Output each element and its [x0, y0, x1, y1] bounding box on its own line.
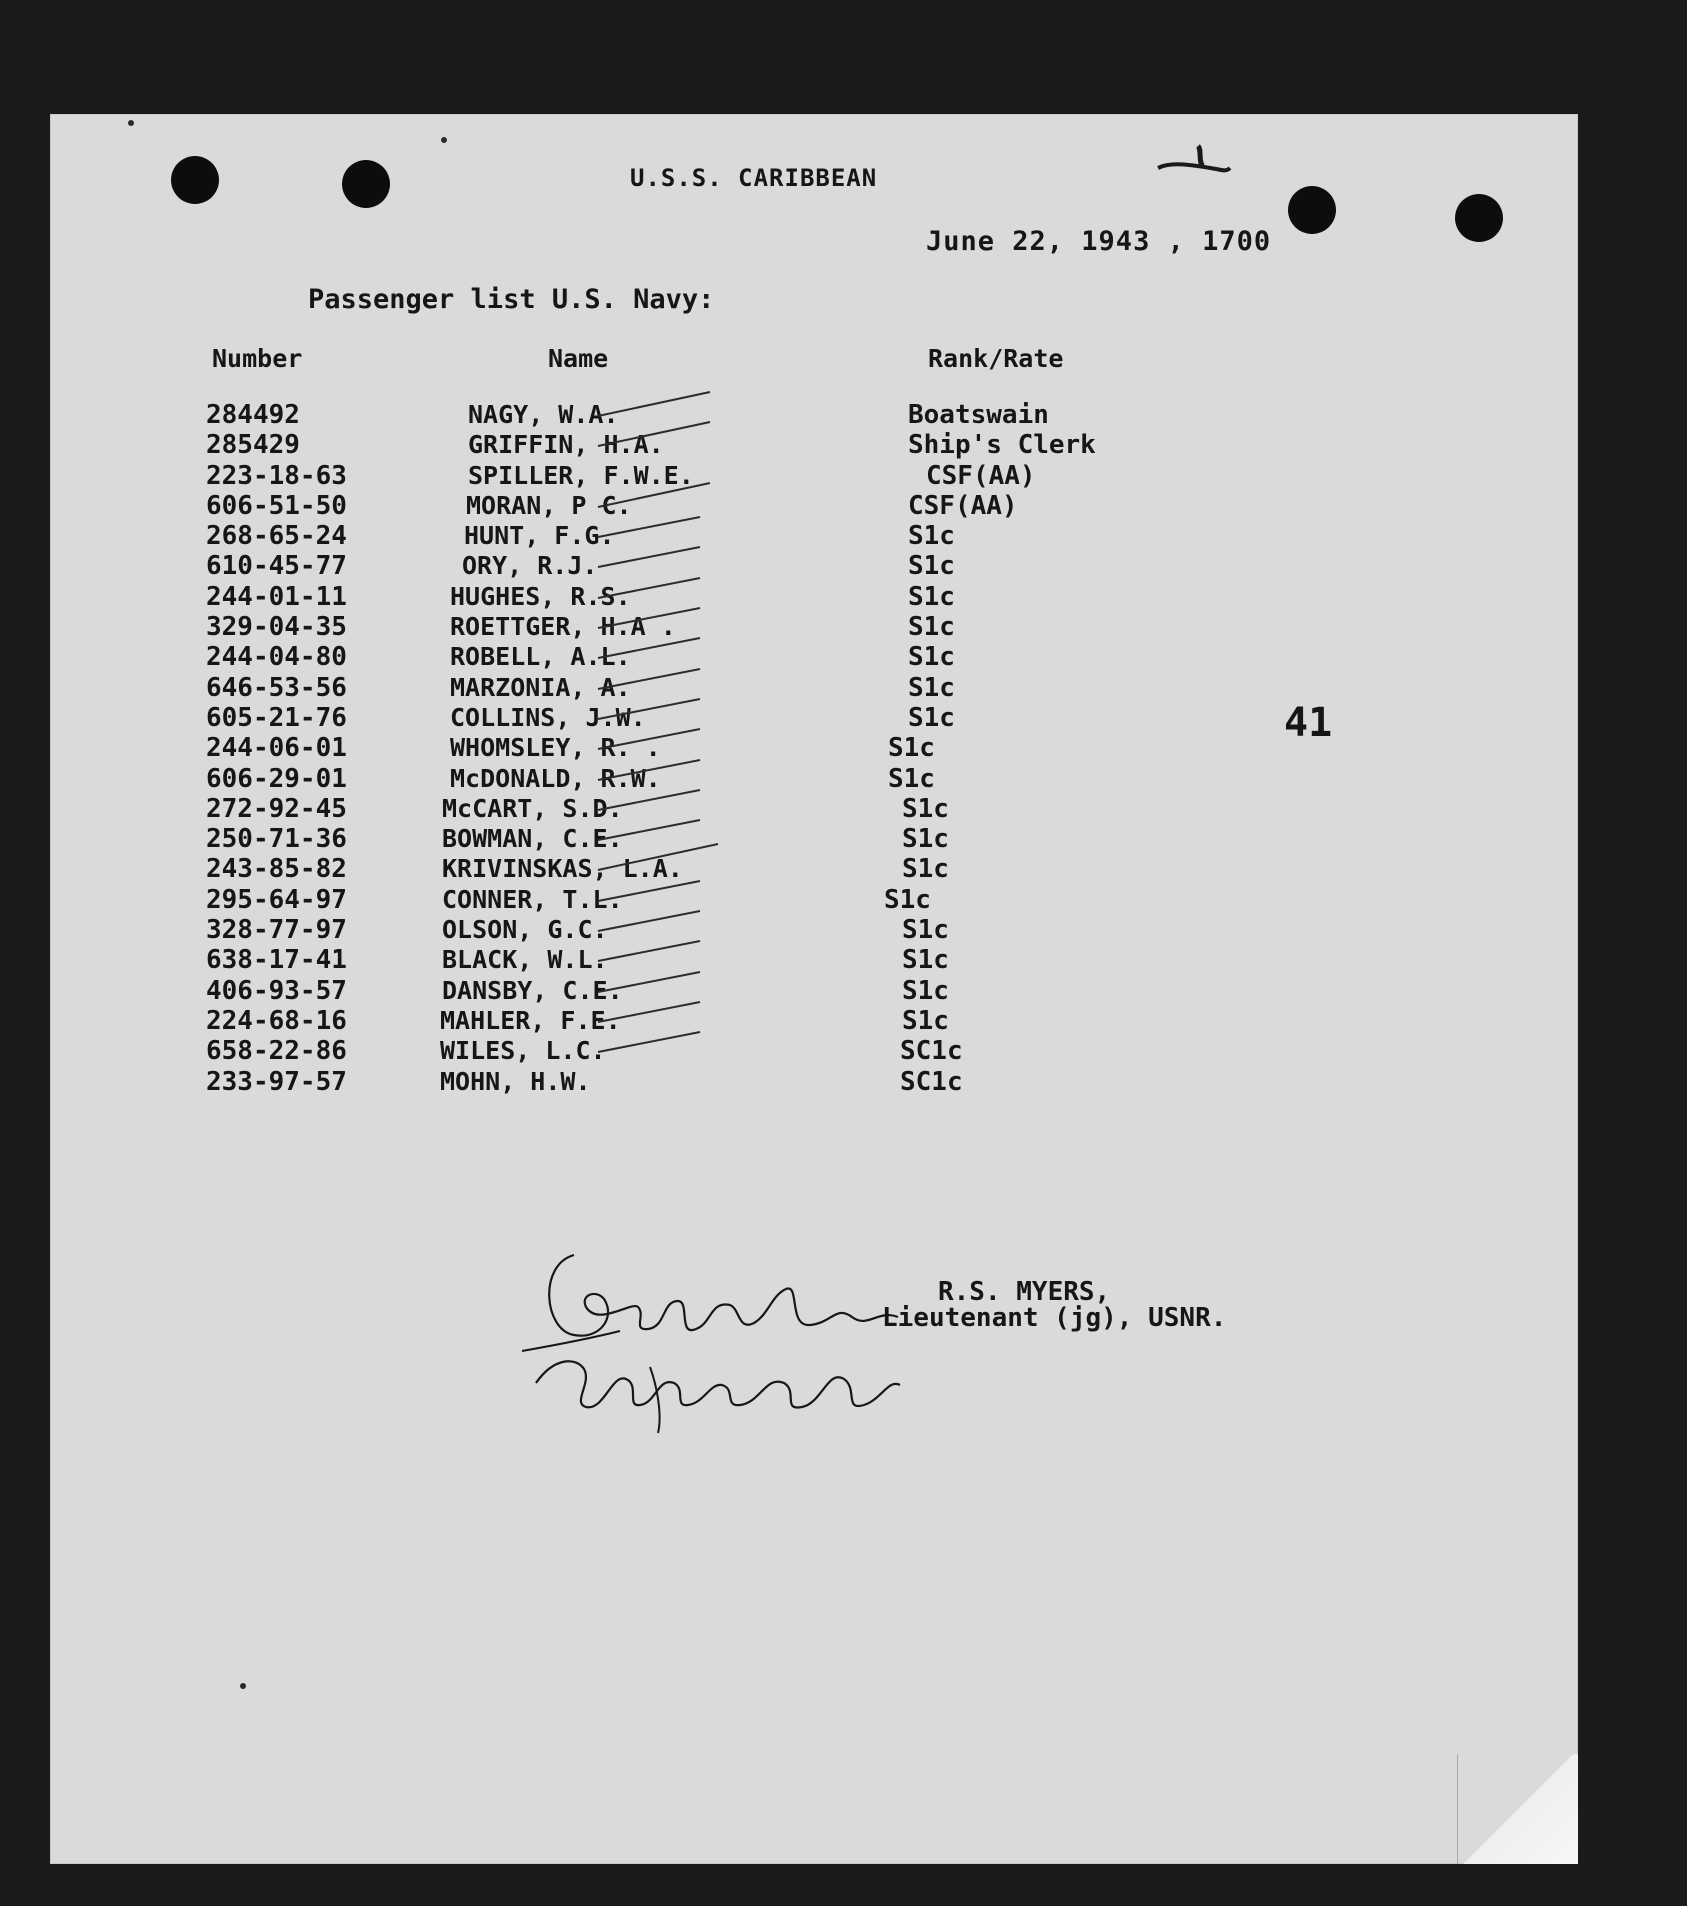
passenger-number: 329-04-35: [206, 612, 347, 643]
table-row: [0, 400, 1687, 430]
passenger-rank: SC1c: [900, 1066, 963, 1097]
table-row: [0, 673, 1687, 703]
signing-officer-name: R.S. MYERS,: [938, 1277, 1111, 1307]
passenger-name: MAHLER, F.E.: [440, 1005, 621, 1035]
signing-officer-title: Lieutenant (jg), USNR.: [882, 1303, 1227, 1333]
passenger-rank: S1c: [908, 612, 955, 643]
passenger-name: COLLINS, J.W.: [450, 702, 646, 732]
passenger-number: 610-45-77: [206, 551, 347, 582]
table-row: [0, 1067, 1687, 1097]
passenger-number: 295-64-97: [206, 884, 347, 915]
document-title: U.S.S. CARIBBEAN: [630, 164, 878, 192]
passenger-list-heading: Passenger list U.S. Navy:: [308, 284, 715, 315]
passenger-number: 658-22-86: [206, 1036, 347, 1067]
page-number: 41: [1284, 700, 1333, 746]
passenger-rank: S1c: [908, 672, 955, 703]
number-column-header: Number: [212, 344, 303, 373]
passenger-rank: S1c: [908, 551, 955, 582]
passenger-name: OLSON, G.C.: [442, 915, 608, 945]
passenger-number: 244-04-80: [206, 642, 347, 673]
passenger-name: ORY, R.J.: [462, 551, 598, 581]
table-row: [0, 430, 1687, 460]
table-row: [0, 1036, 1687, 1066]
table-row: [0, 794, 1687, 824]
passenger-rank: S1c: [902, 793, 949, 824]
passenger-number: 284492: [206, 400, 300, 430]
table-row: [0, 945, 1687, 975]
rank-rate-column-header: Rank/Rate: [928, 344, 1064, 373]
passenger-rank: S1c: [902, 1005, 949, 1036]
passenger-rank: S1c: [902, 975, 949, 1006]
passenger-number: 268-65-24: [206, 521, 347, 552]
passenger-number: 406-93-57: [206, 975, 347, 1006]
document-date-time: June 22, 1943 , 1700: [926, 226, 1272, 257]
passenger-name: SPILLER, F.W.E.: [468, 460, 694, 490]
passenger-number: 605-21-76: [206, 702, 347, 733]
passenger-name: CONNER, T.L.: [442, 884, 623, 914]
passenger-name: HUNT, F.G.: [464, 521, 615, 551]
signature-block: [508, 1235, 1268, 1435]
table-row: [0, 491, 1687, 521]
punch-hole-icon: [1455, 194, 1503, 242]
passenger-number: 233-97-57: [206, 1066, 347, 1097]
passenger-name: McDONALD, R.W.: [450, 763, 661, 793]
table-row: [0, 854, 1687, 884]
name-column-header: Name: [548, 344, 609, 373]
table-row: [0, 521, 1687, 551]
ink-speck: [240, 1683, 246, 1689]
passenger-number: 223-18-63: [206, 460, 347, 491]
passenger-number: 272-92-45: [206, 793, 347, 824]
table-row: [0, 764, 1687, 794]
passenger-name: GRIFFIN, H.A.: [468, 430, 664, 460]
passenger-name: MORAN, P C.: [466, 490, 632, 520]
passenger-rank: S1c: [888, 763, 935, 794]
checkmark-icon: [590, 416, 720, 456]
passenger-name: MOHN, H.W.: [440, 1066, 591, 1096]
passenger-rank: S1c: [908, 521, 955, 552]
table-row: [0, 733, 1687, 763]
table-row: [0, 824, 1687, 854]
passenger-rank: Boatswain: [908, 400, 1049, 430]
passenger-rank: S1c: [902, 854, 949, 885]
punch-hole-icon: [342, 160, 390, 208]
passenger-rank: CSF(AA): [908, 490, 1018, 521]
passenger-rank: S1c: [902, 945, 949, 976]
passenger-name: WILES, L.C.: [440, 1036, 606, 1066]
passenger-name: WHOMSLEY, R. .: [450, 733, 661, 763]
table-row: [0, 612, 1687, 642]
handwritten-signature: [508, 1235, 928, 1435]
checkmark-icon: [590, 1022, 720, 1062]
punch-hole-icon: [1288, 186, 1336, 234]
passenger-number: 646-53-56: [206, 672, 347, 703]
passenger-rank: S1c: [888, 733, 935, 764]
passenger-number: 224-68-16: [206, 1005, 347, 1036]
passenger-rank: SC1c: [900, 1036, 963, 1067]
passenger-name: KRIVINSKAS, L.A.: [442, 854, 683, 884]
passenger-number: 606-51-50: [206, 490, 347, 521]
table-row: [0, 551, 1687, 581]
passenger-name: ROETTGER, H.A .: [450, 612, 676, 642]
passenger-number: 285429: [206, 430, 300, 461]
passenger-rank: Ship's Clerk: [908, 430, 1096, 461]
passenger-rank: S1c: [908, 581, 955, 612]
punch-hole-icon: [171, 156, 219, 204]
passenger-table: [0, 400, 1687, 1097]
passenger-number: 244-01-11: [206, 581, 347, 612]
passenger-number: 606-29-01: [206, 763, 347, 794]
passenger-rank: S1c: [884, 884, 931, 915]
table-row: [0, 461, 1687, 491]
passenger-number: 244-06-01: [206, 733, 347, 764]
passenger-name: DANSBY, C.E.: [442, 975, 623, 1005]
passenger-rank: S1c: [902, 824, 949, 855]
passenger-name: BLACK, W.L.: [442, 945, 608, 975]
passenger-rank: S1c: [908, 702, 955, 733]
passenger-name: McCART, S.D.: [442, 793, 623, 823]
table-row: [0, 976, 1687, 1006]
table-row: [0, 1006, 1687, 1036]
ink-speck: [128, 120, 134, 126]
passenger-number: 638-17-41: [206, 945, 347, 976]
passenger-number: 243-85-82: [206, 854, 347, 885]
passenger-rank: S1c: [908, 642, 955, 673]
passenger-name: HUGHES, R.S.: [450, 581, 631, 611]
table-row: [0, 915, 1687, 945]
passenger-name: ROBELL, A.L.: [450, 642, 631, 672]
table-row: [0, 703, 1687, 733]
passenger-rank: S1c: [902, 915, 949, 946]
passenger-name: NAGY, W.A.: [468, 400, 619, 429]
passenger-number: 328-77-97: [206, 915, 347, 946]
table-row: [0, 885, 1687, 915]
passenger-name: BOWMAN, C.E.: [442, 824, 623, 854]
table-row: [0, 642, 1687, 672]
passenger-name: MARZONIA, A.: [450, 672, 631, 702]
table-row: [0, 582, 1687, 612]
passenger-number: 250-71-36: [206, 824, 347, 855]
passenger-rank: CSF(AA): [926, 460, 1036, 491]
folded-corner: [1457, 1754, 1578, 1864]
ink-speck: [441, 137, 447, 143]
stamp-mark-icon: [1150, 138, 1240, 178]
